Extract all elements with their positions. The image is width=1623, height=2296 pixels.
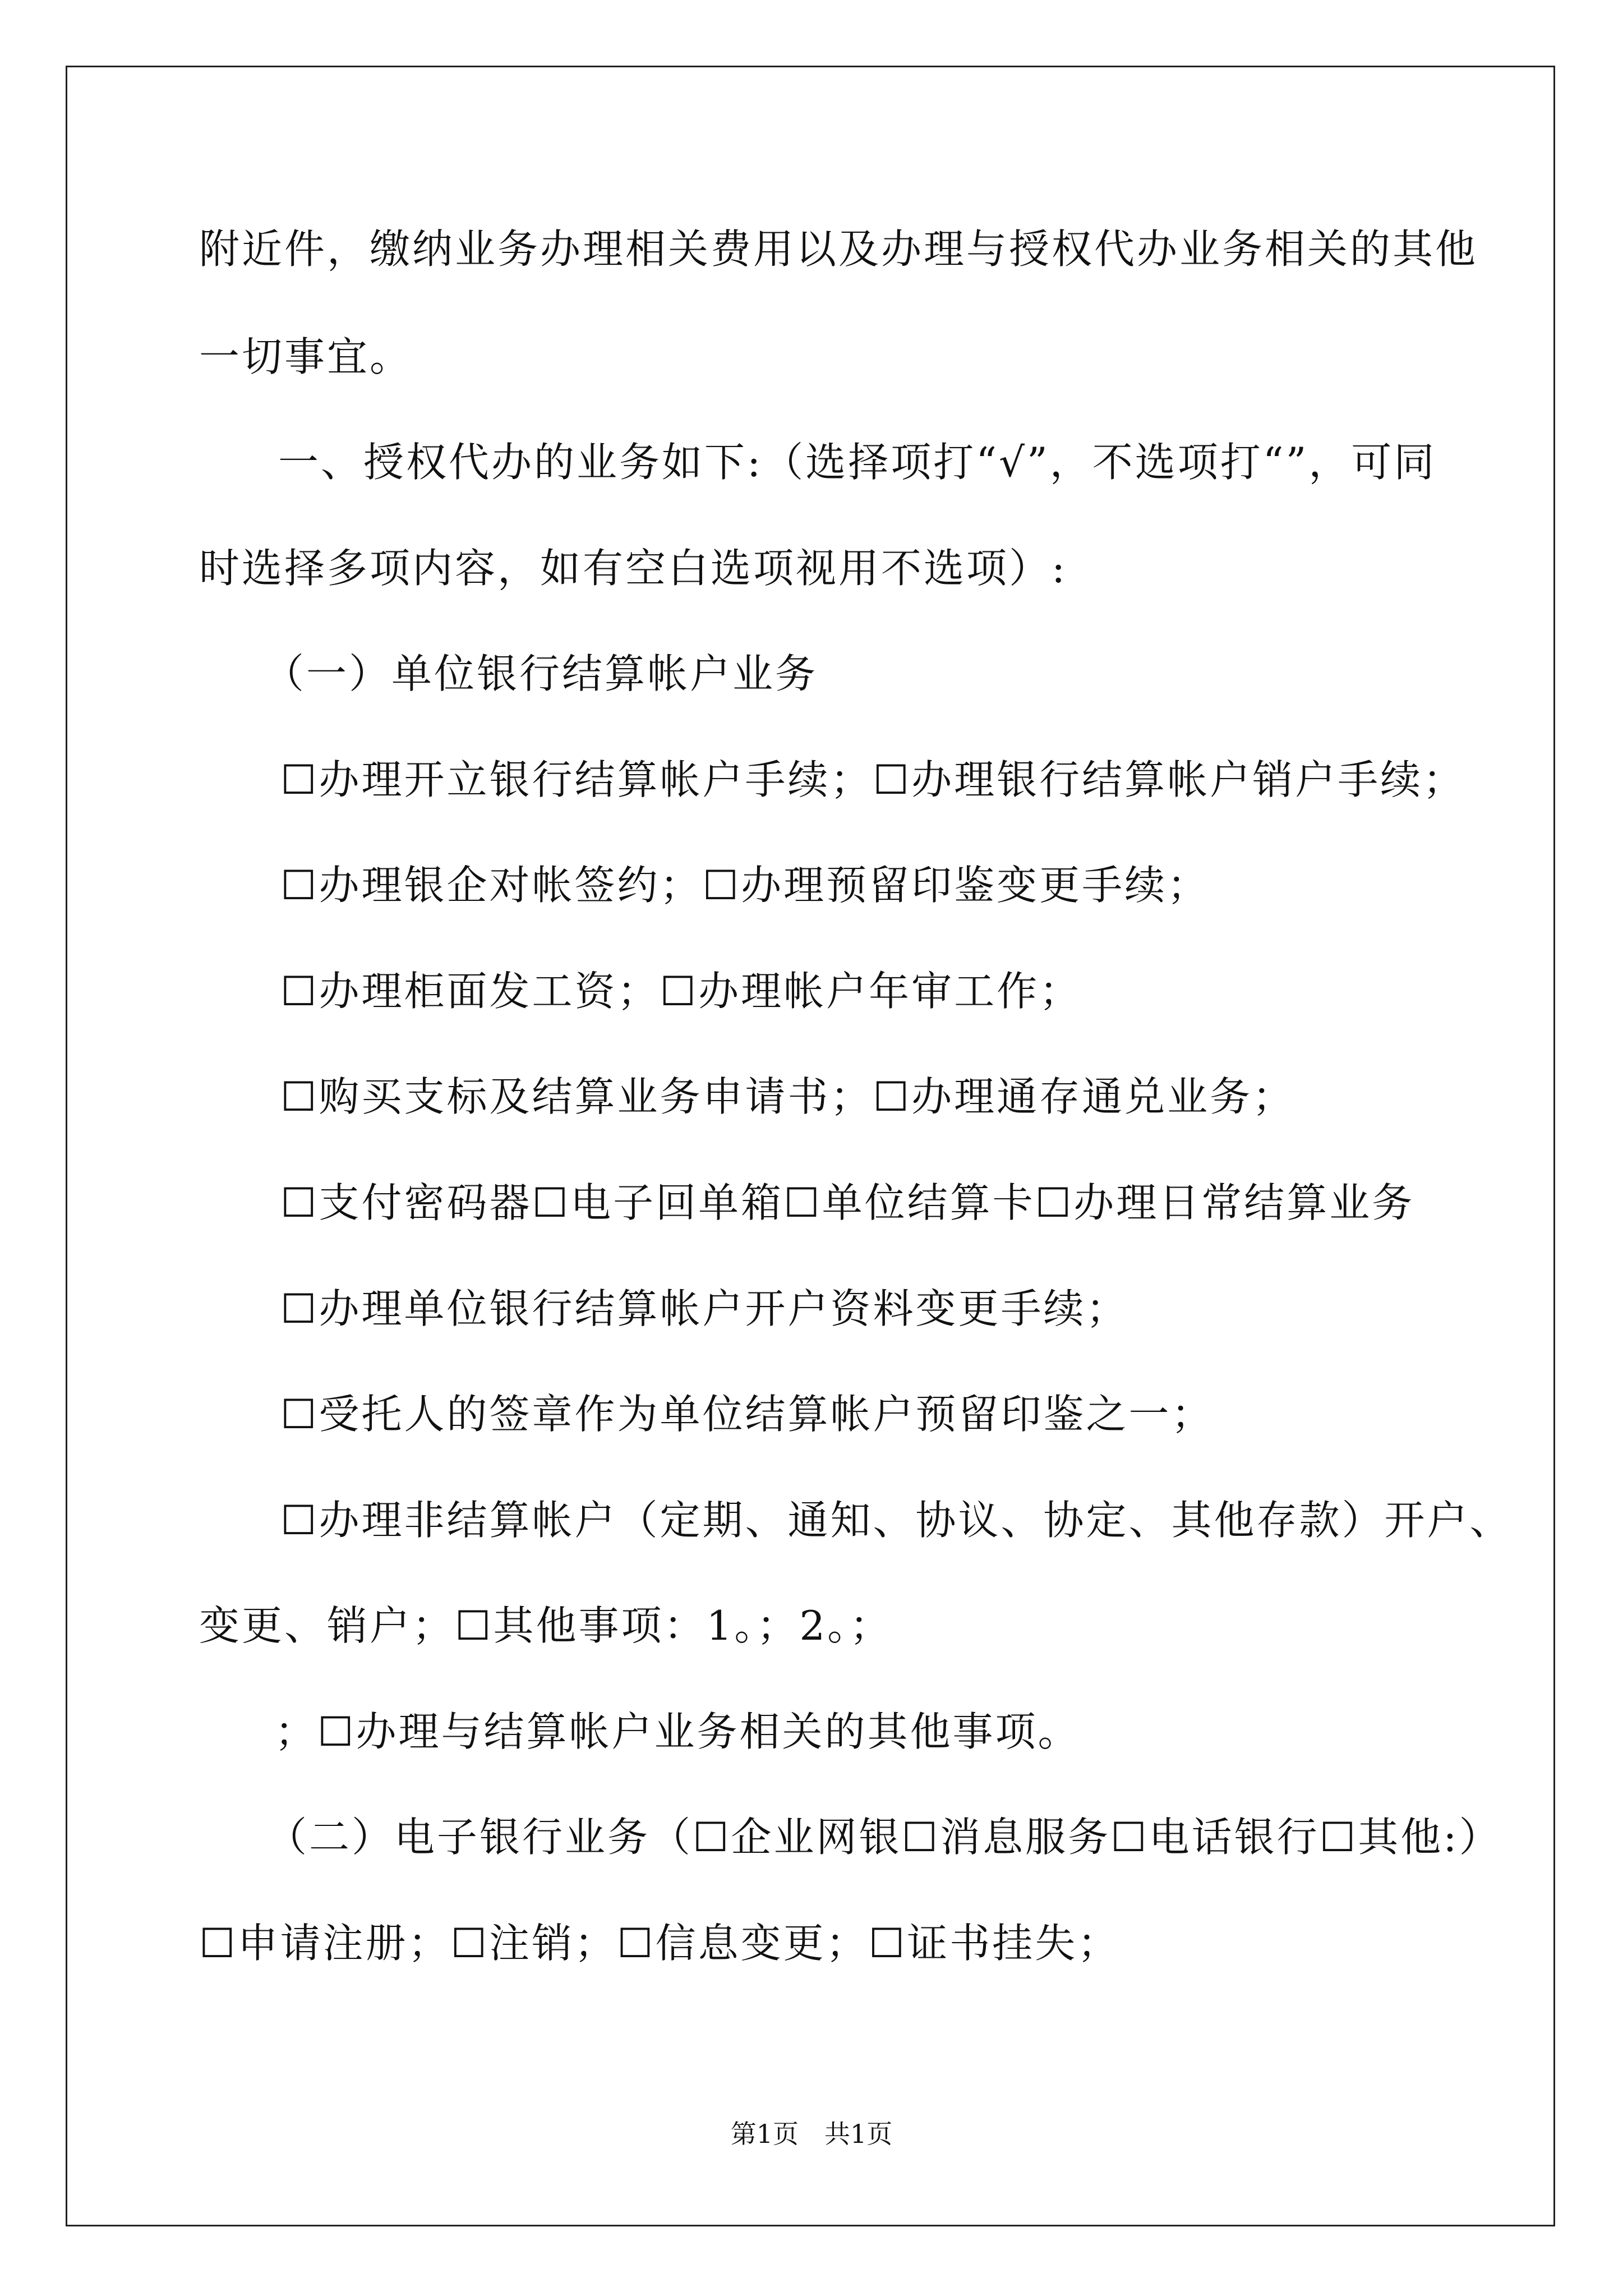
text-line-7: ☐办理银企对帐签约；☐办理预留印鉴变更手续； xyxy=(280,862,1210,909)
section-heading-2: （二）电子银行业务（☐企业网银☐消息服务☐电话银行☐其他:） xyxy=(266,1814,1502,1861)
text-line-14: 变更、销户；☐其他事项：1。；2。； xyxy=(199,1602,893,1649)
text-line-12: ☐受托人的签章作为单位结算帐户预留印鉴之一； xyxy=(280,1391,1214,1438)
text-line-10: ☐支付密码器☐电子回单箱☐单位结算卡☐办理日常结算业务 xyxy=(280,1179,1415,1226)
text-line-15: ；☐办理与结算帐户业务相关的其他事项。 xyxy=(275,1708,1081,1755)
text-line-3: 一、授权代办的业务如下:（选择项打“√”，不选项打“”，可同 xyxy=(278,439,1437,486)
text-line-17: ☐申请注册；☐注销；☐信息变更；☐证书挂失； xyxy=(199,1920,1121,1967)
section-heading-1: （一）单位银行结算帐户业务 xyxy=(264,650,818,697)
text-line-8: ☐办理柜面发工资；☐办理帐户年审工作； xyxy=(280,968,1082,1015)
text-line-4: 时选择多项内容，如有空白选项视用不选项）: xyxy=(199,545,1068,592)
page-border xyxy=(66,66,1555,2226)
text-line-13: ☐办理非结算帐户（定期、通知、协议、协定、其他存款）开户、 xyxy=(280,1497,1513,1544)
text-line-1: 附近件，缴纳业务办理相关费用以及办理与授权代办业务相关的其他 xyxy=(199,226,1478,273)
text-line-9: ☐购买支标及结算业务申请书；☐办理通存通兑业务； xyxy=(280,1073,1295,1120)
page-footer: 第1页 共1页 xyxy=(730,2119,893,2149)
text-line-2: 一切事宜。 xyxy=(199,333,413,380)
text-line-6: ☐办理开立银行结算帐户手续；☐办理银行结算帐户销户手续； xyxy=(280,756,1466,803)
text-line-11: ☐办理单位银行结算帐户开户资料变更手续； xyxy=(280,1285,1129,1332)
